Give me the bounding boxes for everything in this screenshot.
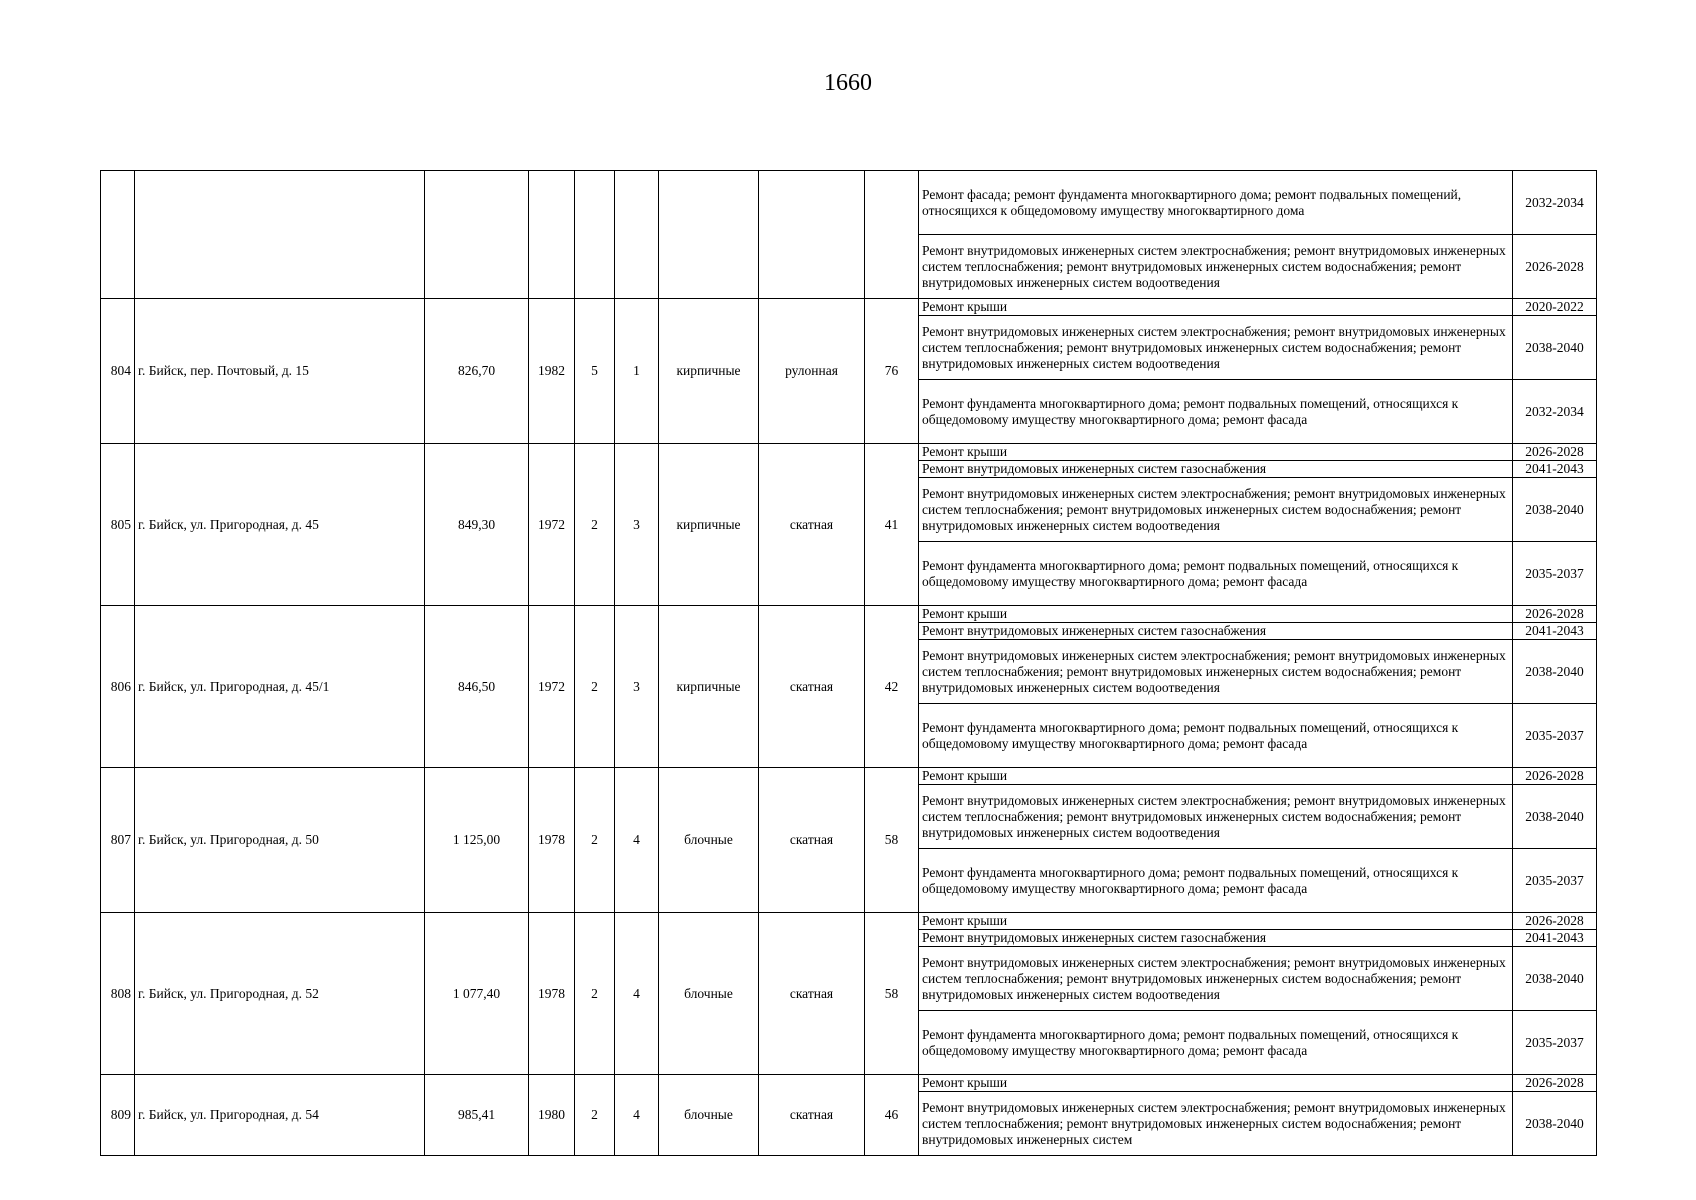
work-description: Ремонт фундамента многоквартирного дома; ремонт подвальных помещений, относящихся к общедомовому имуществу многоквартирного дома; ремонт фасада: [919, 542, 1513, 606]
building-address: г. Бийск, пер. Почтовый, д. 15: [135, 299, 425, 444]
building-area: 826,70: [425, 299, 529, 444]
work-description: Ремонт внутридомовых инженерных систем электроснабжения; ремонт внутридомовых инженерных систем теплоснабжения; ремонт внутридомовых инженерных систем водоснабжения; ремонт внутридомовых инженерных систем водоотведения: [919, 478, 1513, 542]
work-period: 2035-2037: [1513, 542, 1597, 606]
table-row: [101, 913, 1597, 930]
work-description: Ремонт крыши: [919, 606, 1513, 623]
work-period: 2035-2037: [1513, 849, 1597, 913]
building-number: 807: [101, 768, 135, 913]
work-description: Ремонт внутридомовых инженерных систем электроснабжения; ремонт внутридомовых инженерных систем теплоснабжения; ремонт внутридомовых инженерных систем водоснабжения; ремонт внутридомовых инженерных систем: [919, 1092, 1513, 1156]
empty-cell: [575, 171, 615, 299]
floors-count: 5: [575, 299, 615, 444]
work-description: Ремонт крыши: [919, 444, 1513, 461]
work-period: 2038-2040: [1513, 640, 1597, 704]
work-period: 2038-2040: [1513, 947, 1597, 1011]
wall-material: кирпичные: [659, 444, 759, 606]
work-description: Ремонт внутридомовых инженерных систем газоснабжения: [919, 623, 1513, 640]
wear-percent: 76: [865, 299, 919, 444]
building-number: 808: [101, 913, 135, 1075]
wear-percent: 58: [865, 913, 919, 1075]
build-year: 1972: [529, 606, 575, 768]
empty-cell: [425, 171, 529, 299]
work-description: Ремонт фундамента многоквартирного дома; ремонт подвальных помещений, относящихся к общедомовому имуществу многоквартирного дома; ремонт фасада: [919, 380, 1513, 444]
building-area: 1 125,00: [425, 768, 529, 913]
building-area: 985,41: [425, 1075, 529, 1156]
work-period: 2026-2028: [1513, 768, 1597, 785]
building-address: г. Бийск, ул. Пригородная, д. 50: [135, 768, 425, 913]
building-address: г. Бийск, ул. Пригородная, д. 54: [135, 1075, 425, 1156]
wear-percent: 46: [865, 1075, 919, 1156]
floors-count: 2: [575, 913, 615, 1075]
table-row: [101, 171, 1597, 235]
building-number: 804: [101, 299, 135, 444]
work-period: 2038-2040: [1513, 316, 1597, 380]
work-description: Ремонт внутридомовых инженерных систем электроснабжения; ремонт внутридомовых инженерных систем теплоснабжения; ремонт внутридомовых инженерных систем водоснабжения; ремонт внутридомовых инженерных систем водоотведения: [919, 316, 1513, 380]
wall-material: кирпичные: [659, 299, 759, 444]
work-period: 2041-2043: [1513, 930, 1597, 947]
roof-type: рулонная: [759, 299, 865, 444]
table-row: [101, 606, 1597, 623]
work-description: Ремонт внутридомовых инженерных систем электроснабжения; ремонт внутридомовых инженерных систем теплоснабжения; ремонт внутридомовых инженерных систем водоснабжения; ремонт внутридомовых инженерных систем водоотведения: [919, 785, 1513, 849]
work-description: Ремонт крыши: [919, 1075, 1513, 1092]
build-year: 1972: [529, 444, 575, 606]
work-description: Ремонт внутридомовых инженерных систем газоснабжения: [919, 461, 1513, 478]
entrances-count: 4: [615, 1075, 659, 1156]
work-period: 2041-2043: [1513, 623, 1597, 640]
roof-type: скатная: [759, 444, 865, 606]
building-area: 1 077,40: [425, 913, 529, 1075]
floors-count: 2: [575, 606, 615, 768]
table-row: [101, 1075, 1597, 1092]
empty-cell: [135, 171, 425, 299]
work-description: Ремонт фасада; ремонт фундамента многоквартирного дома; ремонт подвальных помещений, относящихся к общедомовому имуществу многоквартирного дома: [919, 171, 1513, 235]
work-period: 2026-2028: [1513, 1075, 1597, 1092]
entrances-count: 4: [615, 768, 659, 913]
wall-material: блочные: [659, 768, 759, 913]
work-period: 2026-2028: [1513, 913, 1597, 930]
table-row: [101, 768, 1597, 785]
work-description: Ремонт внутридомовых инженерных систем электроснабжения; ремонт внутридомовых инженерных систем теплоснабжения; ремонт внутридомовых инженерных систем водоснабжения; ремонт внутридомовых инженерных систем водоотведения: [919, 640, 1513, 704]
work-period: 2026-2028: [1513, 235, 1597, 299]
building-address: г. Бийск, ул. Пригородная, д. 45/1: [135, 606, 425, 768]
entrances-count: 4: [615, 913, 659, 1075]
work-description: Ремонт фундамента многоквартирного дома; ремонт подвальных помещений, относящихся к общедомовому имуществу многоквартирного дома; ремонт фасада: [919, 704, 1513, 768]
floors-count: 2: [575, 1075, 615, 1156]
roof-type: скатная: [759, 606, 865, 768]
entrances-count: 1: [615, 299, 659, 444]
empty-cell: [615, 171, 659, 299]
building-number: 805: [101, 444, 135, 606]
work-period: 2035-2037: [1513, 704, 1597, 768]
floors-count: 2: [575, 768, 615, 913]
building-area: 849,30: [425, 444, 529, 606]
work-period: 2032-2034: [1513, 171, 1597, 235]
work-period: 2020-2022: [1513, 299, 1597, 316]
table-row: [101, 299, 1597, 316]
building-number: 806: [101, 606, 135, 768]
roof-type: скатная: [759, 913, 865, 1075]
work-period: 2041-2043: [1513, 461, 1597, 478]
work-description: Ремонт фундамента многоквартирного дома; ремонт подвальных помещений, относящихся к общедомовому имуществу многоквартирного дома; ремонт фасада: [919, 849, 1513, 913]
work-period: 2035-2037: [1513, 1011, 1597, 1075]
build-year: 1980: [529, 1075, 575, 1156]
building-address: г. Бийск, ул. Пригородная, д. 52: [135, 913, 425, 1075]
work-description: Ремонт крыши: [919, 768, 1513, 785]
entrances-count: 3: [615, 606, 659, 768]
build-year: 1982: [529, 299, 575, 444]
work-period: 2026-2028: [1513, 606, 1597, 623]
empty-cell: [865, 171, 919, 299]
page-number: 1660: [824, 70, 872, 96]
entrances-count: 3: [615, 444, 659, 606]
wall-material: кирпичные: [659, 606, 759, 768]
work-description: Ремонт внутридомовых инженерных систем газоснабжения: [919, 930, 1513, 947]
work-period: 2038-2040: [1513, 478, 1597, 542]
work-description: Ремонт внутридомовых инженерных систем электроснабжения; ремонт внутридомовых инженерных систем теплоснабжения; ремонт внутридомовых инженерных систем водоснабжения; ремонт внутридомовых инженерных систем водоотведения: [919, 235, 1513, 299]
roof-type: скатная: [759, 768, 865, 913]
wear-percent: 58: [865, 768, 919, 913]
table-body: [101, 171, 1597, 1156]
work-description: Ремонт фундамента многоквартирного дома; ремонт подвальных помещений, относящихся к общедомовому имуществу многоквартирного дома; ремонт фасада: [919, 1011, 1513, 1075]
table-row: [101, 444, 1597, 461]
building-number: 809: [101, 1075, 135, 1156]
empty-cell: [529, 171, 575, 299]
work-period: 2038-2040: [1513, 1092, 1597, 1156]
build-year: 1978: [529, 913, 575, 1075]
empty-cell: [659, 171, 759, 299]
building-address: г. Бийск, ул. Пригородная, д. 45: [135, 444, 425, 606]
building-area: 846,50: [425, 606, 529, 768]
work-period: 2026-2028: [1513, 444, 1597, 461]
floors-count: 2: [575, 444, 615, 606]
wear-percent: 42: [865, 606, 919, 768]
work-description: Ремонт крыши: [919, 913, 1513, 930]
wall-material: блочные: [659, 1075, 759, 1156]
empty-cell: [101, 171, 135, 299]
build-year: 1978: [529, 768, 575, 913]
roof-type: скатная: [759, 1075, 865, 1156]
work-period: 2032-2034: [1513, 380, 1597, 444]
wall-material: блочные: [659, 913, 759, 1075]
wear-percent: 41: [865, 444, 919, 606]
capital-repair-table: [100, 170, 1597, 1156]
work-description: Ремонт крыши: [919, 299, 1513, 316]
work-description: Ремонт внутридомовых инженерных систем электроснабжения; ремонт внутридомовых инженерных систем теплоснабжения; ремонт внутридомовых инженерных систем водоснабжения; ремонт внутридомовых инженерных систем водоотведения: [919, 947, 1513, 1011]
empty-cell: [759, 171, 865, 299]
work-period: 2038-2040: [1513, 785, 1597, 849]
